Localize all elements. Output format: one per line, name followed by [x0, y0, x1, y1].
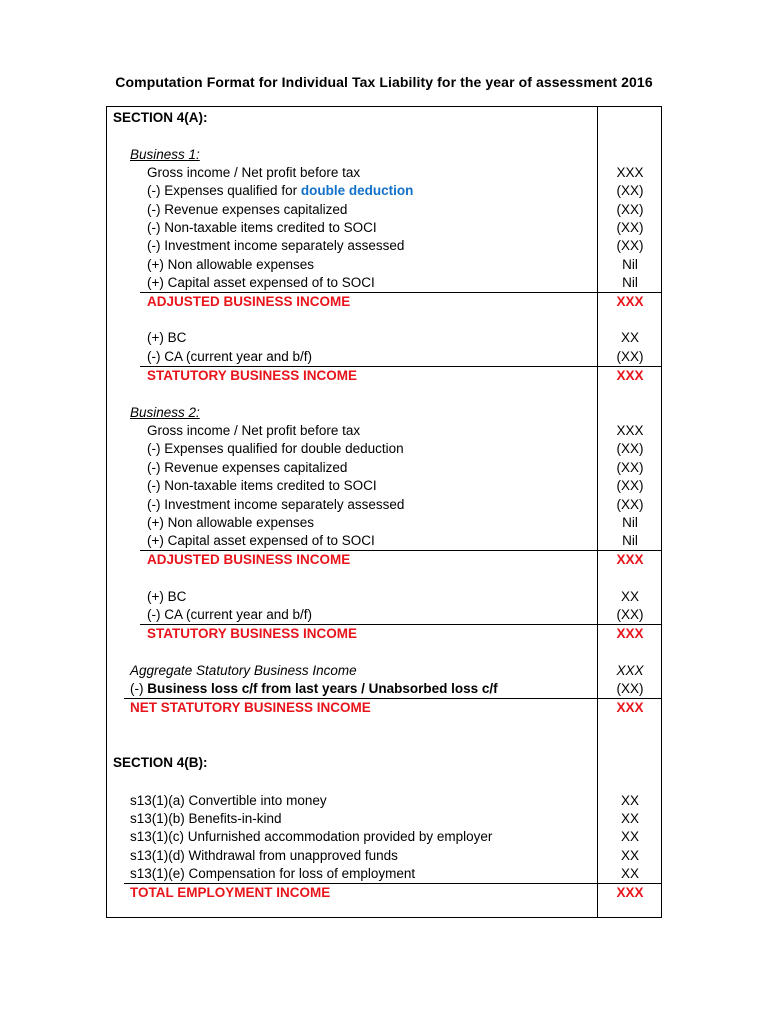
table-row [0, 810, 768, 828]
row-label: (-) Revenue expenses capitalized [147, 202, 348, 217]
row-label: s13(1)(d) Withdrawal from unapproved funds [130, 848, 398, 863]
row-value: XX [620, 829, 639, 844]
table-row [0, 459, 768, 477]
table-row [0, 237, 768, 255]
subtotal-row [0, 367, 768, 385]
table-row [0, 182, 768, 200]
row-value: (XX) [616, 238, 644, 253]
table-row [0, 865, 768, 883]
row-value: (XX) [616, 183, 644, 198]
row-label: ADJUSTED BUSINESS INCOME [147, 294, 351, 309]
row-label: STATUTORY BUSINESS INCOME [147, 368, 358, 383]
table-row [0, 792, 768, 810]
row-label: Gross income / Net profit before tax [147, 165, 361, 180]
row-label: (-) Revenue expenses capitalized [147, 460, 348, 475]
row-value: XXX [616, 423, 644, 438]
table-row [0, 828, 768, 846]
business-2-heading: Business 2: [130, 405, 200, 420]
row-value: (XX) [616, 220, 644, 235]
row-value: (XX) [616, 681, 644, 696]
row-label: (-) CA (current year and b/f) [147, 349, 313, 364]
row-label: s13(1)(c) Unfurnished accommodation provided by employer [130, 829, 493, 844]
business-1-heading: Business 1: [130, 147, 200, 162]
row-value: (XX) [616, 460, 644, 475]
business-1-heading-row [0, 146, 768, 164]
table-row [0, 348, 768, 366]
section-4a-heading: SECTION 4(A): [113, 110, 208, 125]
row-value: Nil [622, 533, 638, 548]
table-row [0, 477, 768, 495]
row-value: (XX) [616, 497, 644, 512]
row-label: (-) CA (current year and b/f) [147, 607, 313, 622]
subtotal-row [0, 293, 768, 311]
row-value: (XX) [616, 478, 644, 493]
loss-row [0, 680, 768, 698]
table-row [0, 422, 768, 440]
row-value: (XX) [616, 441, 644, 456]
row-value: (XX) [616, 349, 644, 364]
row-label: TOTAL EMPLOYMENT INCOME [130, 885, 331, 900]
subtotal-row [0, 625, 768, 643]
table-row [0, 496, 768, 514]
total-row [0, 884, 768, 902]
table-row [0, 847, 768, 865]
section-4b-heading: SECTION 4(B): [113, 755, 208, 770]
row-value: XXX [616, 368, 644, 383]
table-row [0, 256, 768, 274]
row-value: XX [620, 811, 639, 826]
row-label: (-) Investment income separately assessed [147, 238, 405, 253]
table-row [0, 606, 768, 624]
row-label: (-) Non-taxable items credited to SOCI [147, 478, 377, 493]
loss-label-bold: Business loss c/f from last years / Unabsorbed loss c/f [147, 681, 498, 696]
table-row [0, 274, 768, 292]
row-value: XX [620, 848, 639, 863]
row-label: s13(1)(e) Compensation for loss of employment [130, 866, 416, 881]
row-value: XX [620, 330, 639, 345]
row-value: (XX) [616, 202, 644, 217]
row-value: XXX [616, 294, 644, 309]
table-row [0, 440, 768, 458]
row-label [130, 680, 498, 698]
section-4b-heading-row [0, 754, 768, 772]
row-value: XX [620, 589, 639, 604]
row-label: (+) Capital asset expensed of to SOCI [147, 533, 375, 548]
row-label: (+) Non allowable expenses [147, 257, 314, 272]
row-label: Gross income / Net profit before tax [147, 423, 361, 438]
row-label-prefix: (-) Expenses qualified for [147, 183, 301, 198]
double-deduction-highlight: double deduction [300, 183, 414, 198]
row-value: Nil [622, 515, 638, 530]
row-label: s13(1)(b) Benefits-in-kind [130, 811, 282, 826]
row-label: (+) BC [147, 330, 187, 345]
row-label: (+) Non allowable expenses [147, 515, 314, 530]
row-value: XX [620, 793, 639, 808]
table-row [0, 532, 768, 550]
row-label: (-) Expenses qualified for double deduction [147, 441, 404, 456]
row-label: s13(1)(a) Convertible into money [130, 793, 327, 808]
row-value: (XX) [616, 607, 644, 622]
row-label: (-) Non-taxable items credited to SOCI [147, 220, 377, 235]
row-value: Nil [622, 275, 638, 290]
row-value: XXX [616, 552, 644, 567]
subtotal-row [0, 551, 768, 569]
row-value: XXX [616, 885, 644, 900]
row-value: XX [620, 866, 639, 881]
table-row [0, 514, 768, 532]
business-2-heading-row [0, 404, 768, 422]
row-label: NET STATUTORY BUSINESS INCOME [130, 700, 371, 715]
table-row [0, 164, 768, 182]
table-row [0, 588, 768, 606]
row-label-prefix: (-) [130, 681, 148, 696]
row-label: (+) Capital asset expensed of to SOCI [147, 275, 375, 290]
row-value: Nil [622, 257, 638, 272]
row-label: STATUTORY BUSINESS INCOME [147, 626, 358, 641]
row-label: ADJUSTED BUSINESS INCOME [147, 552, 351, 567]
table-row [0, 329, 768, 347]
row-label: (-) Investment income separately assessed [147, 497, 405, 512]
row-value: XXX [616, 700, 644, 715]
row-value: XXX [616, 165, 644, 180]
row-label: (+) BC [147, 589, 187, 604]
row-value: XXX [616, 663, 644, 678]
row-value: XXX [616, 626, 644, 641]
section-4a-heading-row [0, 109, 768, 127]
table-row [0, 219, 768, 237]
row-label [147, 182, 413, 200]
row-label: Aggregate Statutory Business Income [130, 663, 357, 678]
aggregate-row [0, 662, 768, 680]
total-row [0, 699, 768, 717]
table-row [0, 201, 768, 219]
page-title: Computation Format for Individual Tax Liability for the year of assessment 2016 [115, 74, 653, 90]
